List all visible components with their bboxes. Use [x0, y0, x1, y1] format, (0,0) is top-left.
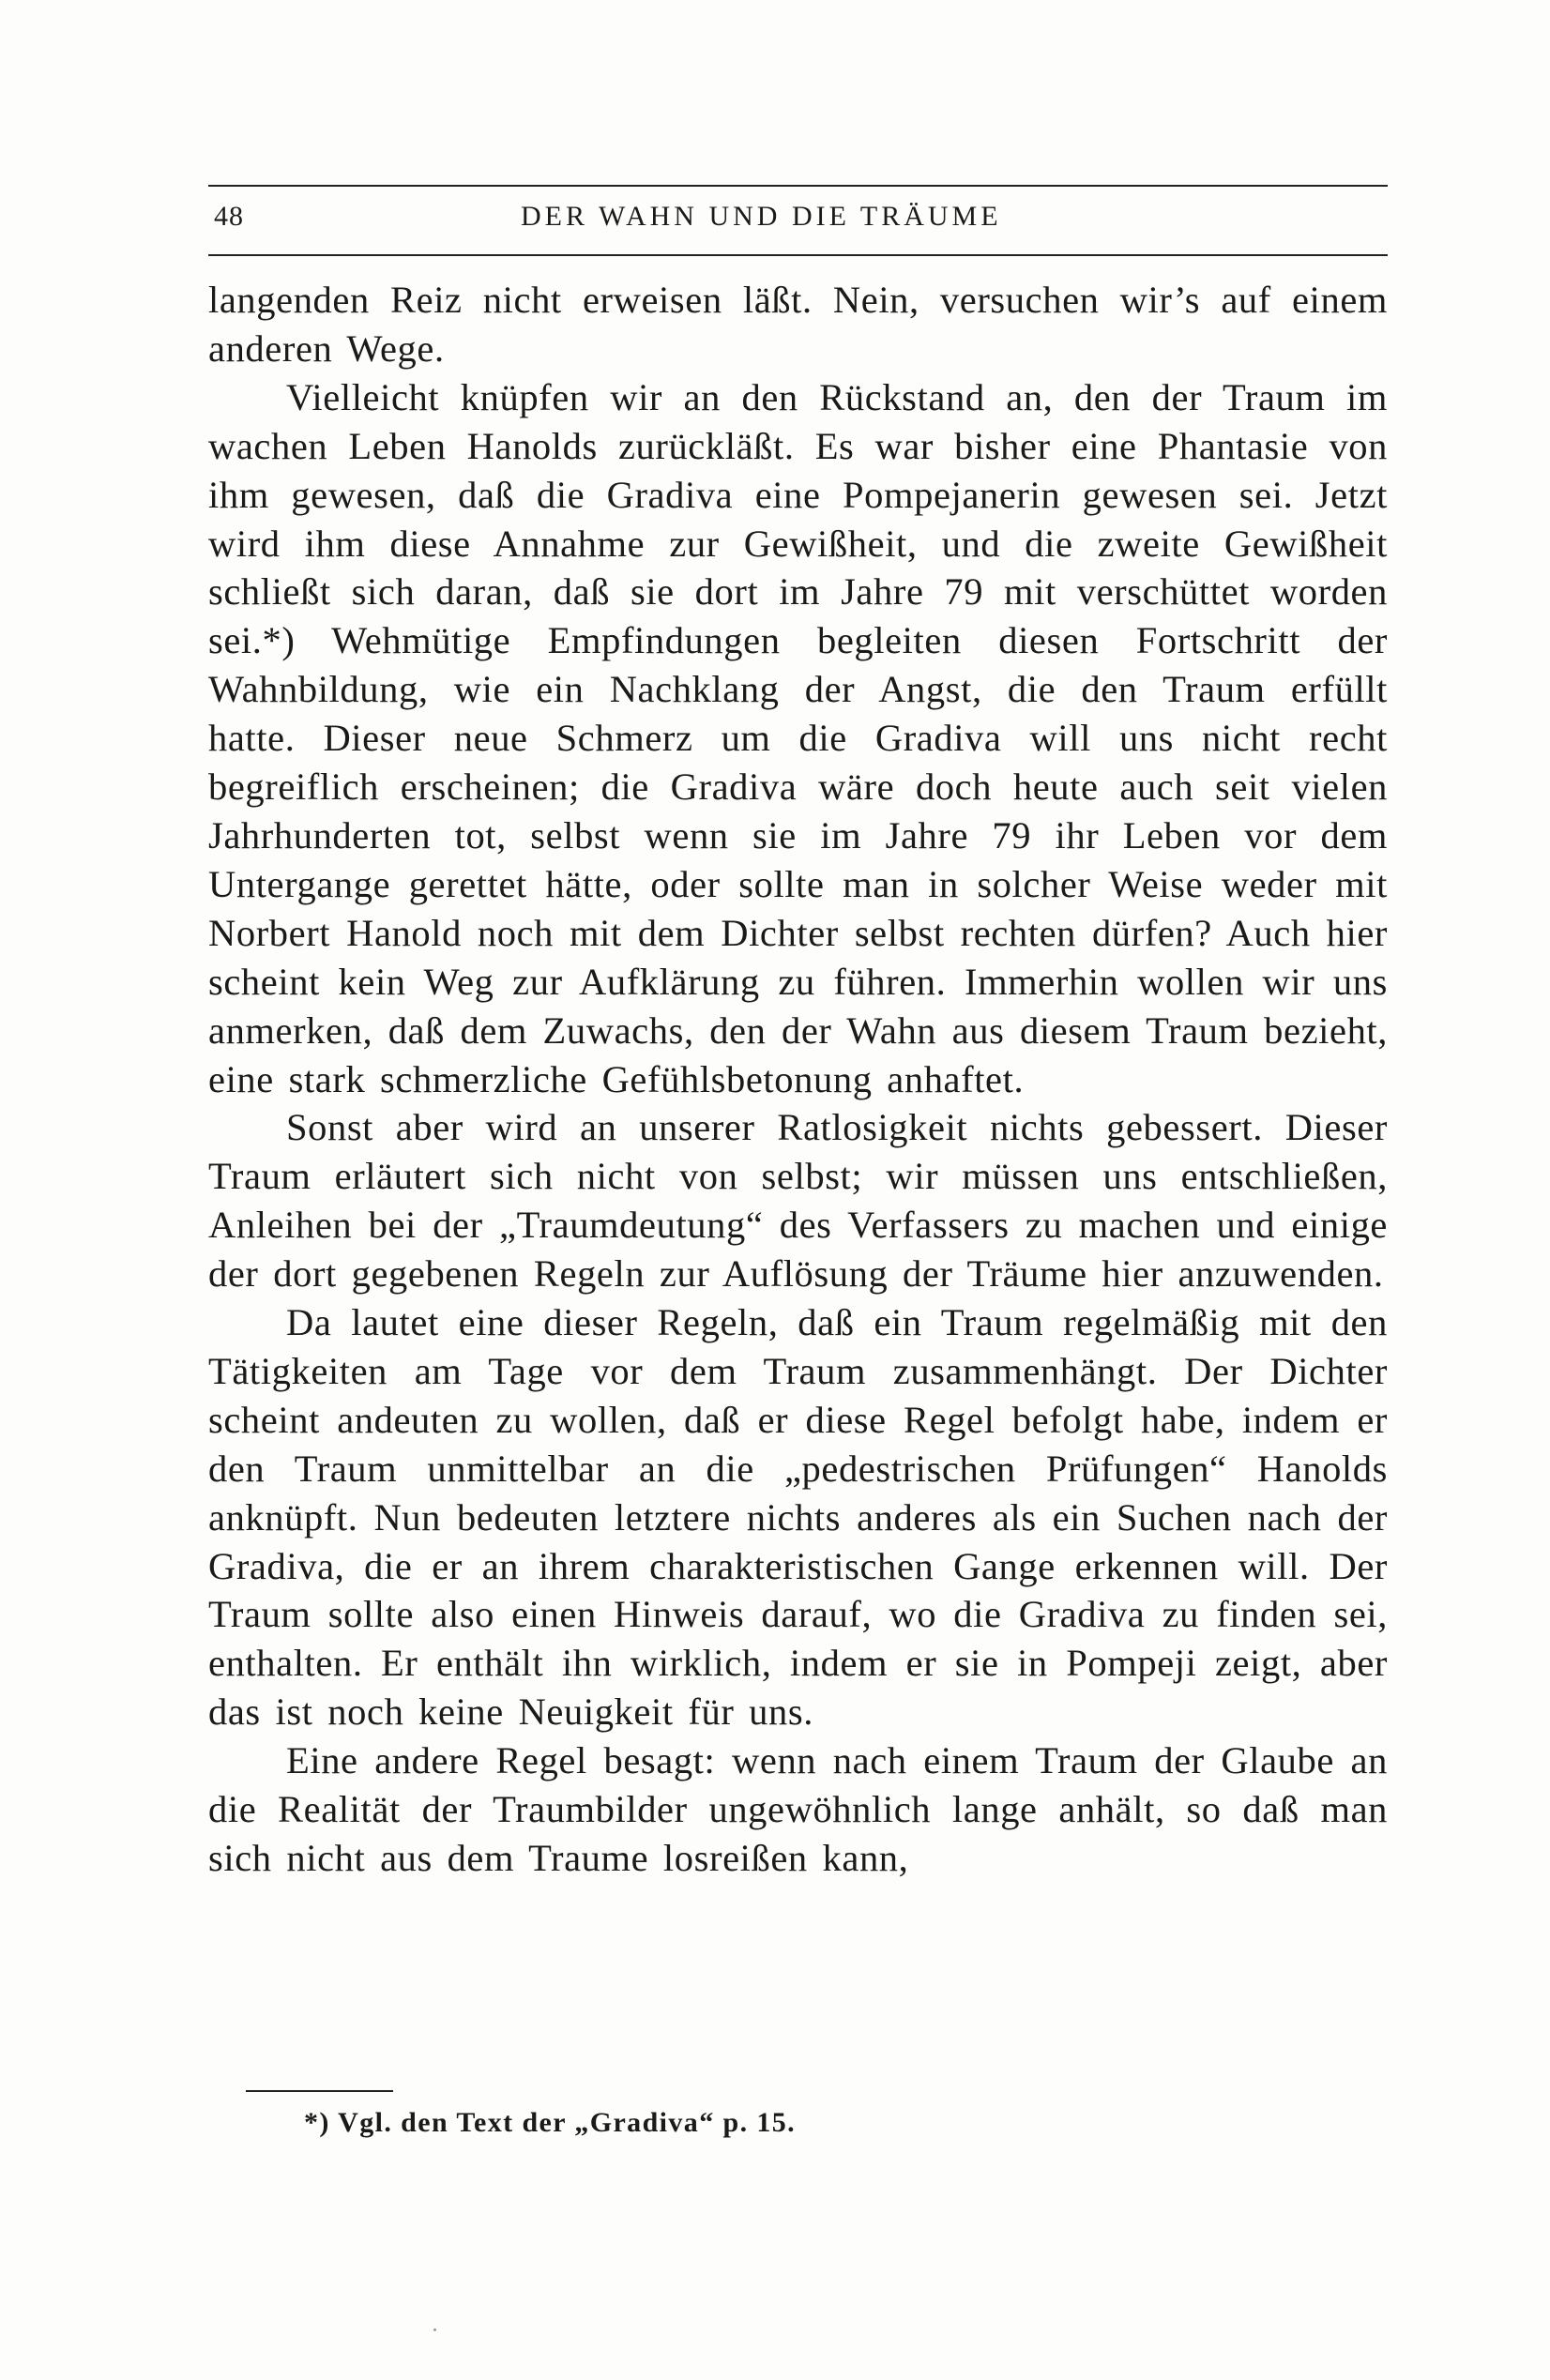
scan-speck	[433, 2328, 436, 2331]
footnote-rule	[246, 2090, 393, 2092]
header-top-rule	[208, 185, 1388, 187]
paragraph-continuation: langenden Reiz nicht erweisen läßt. Nein, versuchen wir’s auf einem anderen Wege.	[208, 279, 1388, 370]
paragraph: Eine andere Regel besagt: wenn nach einem Traum der Glaube an die Realität der Traumbilder ungewöhnlich lange anhält, so daß man sich nicht aus dem Traume losreißen kann,	[208, 1739, 1388, 1879]
page-number: 48	[214, 201, 244, 232]
paragraph: Da lautet eine dieser Regeln, daß ein Traum regelmäßig mit den Tätigkeiten am Tage vor dem Traum zusammenhängt. Der Dichter scheint andeuten zu wollen, daß er diese Regel befolgt habe, indem er den Traum unmittelbar an die „pedestrischen Prüfungen“ Hanolds anknüpft. Nun bedeuten letztere nichts anderes als ein Suchen nach der Gradiva, die er an ihrem charakteristischen Gange erkennen will. Der Traum sollte also einen Hinweis darauf, wo die Gradiva zu finden sei, enthalten. Er enthält ihn wirklich, indem er sie in Pompeji zeigt, aber das ist noch keine Neuigkeit für uns.	[208, 1301, 1388, 1734]
paragraph: Vielleicht knüpfen wir an den Rückstand an, den der Traum im wachen Leben Hanolds zurückläßt. Es war bisher eine Phantasie von ihm gewesen, daß die Gradiva eine Pompejanerin gewesen sei. Jetzt wird ihm diese Annahme zur Gewißheit, und die zweite Gewißheit schließt sich daran, daß sie dort im Jahre 79 mit verschüttet worden sei.*) Wehmütige Empfindungen begleiten diesen Fortschritt der Wahnbildung, wie ein Nachklang der Angst, die den Traum erfüllt hatte. Dieser neue Schmerz um die Gradiva will uns nicht recht begreiflich erscheinen; die Gradiva wäre doch heute auch seit vielen Jahrhunderten tot, selbst wenn sie im Jahre 79 ihr Leben vor dem Untergange gerettet hätte, oder sollte man in solcher Weise weder mit Norbert Hanold noch mit dem Dichter selbst rechten dürfen? Auch hier scheint kein Weg zur Aufklärung zu führen. Immerhin wollen wir uns anmerken, daß dem Zuwachs, den der Wahn aus diesem Traum bezieht, eine stark schmerzliche Gefühlsbetonung anhaftet.	[208, 375, 1388, 1100]
running-title: DER WAHN UND DIE TRÄUME	[521, 201, 1002, 232]
body-text	[208, 276, 1388, 1883]
header-bottom-rule	[208, 254, 1388, 256]
paragraph: Sonst aber wird an unserer Ratlosigkeit nichts gebessert. Dieser Traum erläutert sich nicht von selbst; wir müssen uns entschließen, Anleihen bei der „Traumdeutung“ des Verfassers zu machen und einige der dort gegebenen Regeln zur Auflösung der Träume hier anzuwenden.	[208, 1106, 1388, 1296]
footnote: *) Vgl. den Text der „Gradiva“ p. 15.	[304, 2107, 797, 2138]
